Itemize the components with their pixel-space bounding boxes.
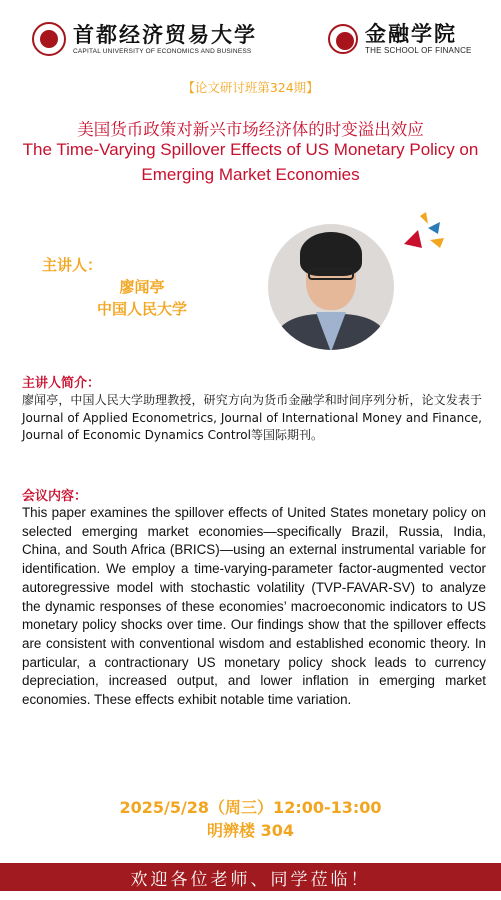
school-logo [328, 22, 472, 55]
session-number: 【论文研讨班第324期】 [182, 80, 319, 95]
confetti-decoration-icon [400, 208, 448, 252]
university-logo [32, 22, 257, 56]
photo-glasses [308, 268, 354, 280]
school-name-en: THE SCHOOL OF FINANCE [365, 46, 472, 55]
university-name [73, 23, 257, 56]
title-chinese: 美国货币政策对新兴市场经济体的时变溢出效应 [77, 120, 424, 139]
speaker-affiliation: 中国人民大学 [96, 300, 187, 318]
speaker-label: 主讲人： [42, 256, 103, 274]
content-heading: 会议内容： [22, 489, 88, 504]
abstract-text: This paper examines the spillover effects of United States monetary policy on selected emerging market economies—specifically Brazil, Russia, India, China, and South Africa (BRICS)—using an external instrumental variable for identification. We employ a time-varying-parameter factor-augmented vector autoregressive model with stochastic volatility (TVP-FAVAR-SV) to analyze the dynamic responses of these economies’ macroeconomic indicators to US monetary policy shocks over time. Our findings show that the spillover effects are consistent with conventional wisdom and established economic theory. In particular, a contractionary US monetary policy shock leads to currency depreciation, increased output, and lower inflation in emerging market economies. These effects exhibit notable time variation. [22, 505, 486, 708]
speaker-name: 廖闻亭 [119, 278, 165, 296]
university-name-en: CAPITAL UNIVERSITY OF ECONOMICS AND BUSINESS [73, 47, 252, 55]
footer-banner [0, 863, 501, 891]
university-seal-icon [32, 22, 66, 56]
title-english: The Time-Varying Spillover Effects of US Monetary Policy on Emerging Market Economies [22, 140, 479, 184]
event-datetime: 2025/5/28（周三）12:00-13:00 [119, 798, 382, 817]
bio-heading: 主讲人简介： [22, 376, 101, 391]
school-name-cn: 金融学院 [365, 21, 457, 46]
footer-welcome-text: 欢迎各位老师、同学莅临！ [130, 869, 371, 890]
bio-text: 廖闻亭，中国人民大学助理教授，研究方向为货币金融学和时间序列分析，论文发表于Journal of Applied Econometrics, Journal of International Money and Finance, Journal of Economic Dynamics Control等国际期刊。 [22, 393, 482, 442]
speaker-photo [268, 224, 394, 350]
event-venue: 明辨楼 304 [207, 821, 294, 840]
university-name-cn: 首都经济贸易大学 [73, 21, 257, 47]
school-seal-icon [328, 24, 358, 54]
school-name [365, 22, 472, 55]
